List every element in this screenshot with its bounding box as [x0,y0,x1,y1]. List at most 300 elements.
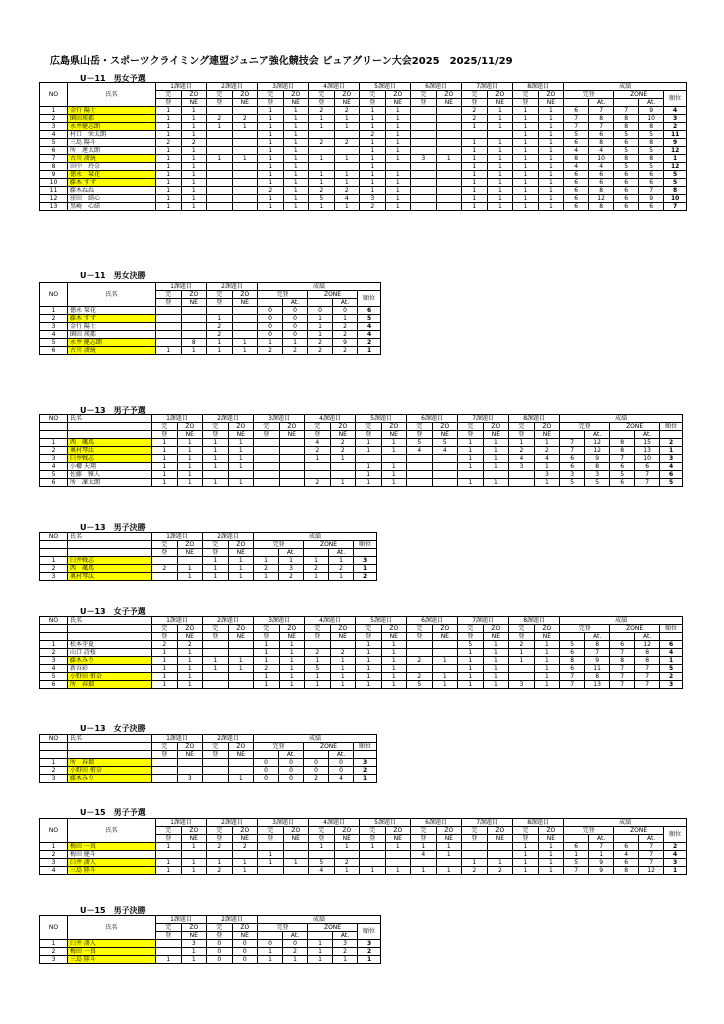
result-cell: 6 [614,843,639,851]
score-cell [203,681,229,689]
score-cell [207,195,233,203]
ne-header: NE [181,99,207,107]
result-cell: 9 [585,657,610,665]
score-cell: 1 [538,187,564,195]
zo-header: ZO [534,625,560,633]
score-cell: 2 [305,479,331,487]
score-cell: 1 [487,163,513,171]
at-header: At. [639,99,664,107]
kan-header: 完 [509,423,535,431]
zo-header: ZO [181,291,207,299]
score-cell: 1 [513,187,539,195]
ne-header: NE [385,835,411,843]
score-cell: 1 [283,147,309,155]
score-cell: 1 [513,851,539,859]
score-cell: 2 [334,187,360,195]
zo-header: ZO [538,91,564,99]
score-cell: 1 [458,455,484,463]
score-cell: 1 [483,657,509,665]
score-cell: 1 [181,123,207,131]
blank [354,549,377,557]
score-cell: 1 [207,339,233,347]
score-cell: 1 [334,179,360,187]
rank-cell: 5 [664,171,687,179]
result-cell: 1 [308,940,333,948]
result-cell: 7 [610,681,635,689]
no-header-blank [40,743,68,751]
kan-header: 完 [458,423,484,431]
score-cell: 1 [228,455,254,463]
result-cell: 6 [560,455,585,463]
score-cell: 2 [181,139,207,147]
ne-header: NE [232,835,258,843]
score-cell: 1 [513,147,539,155]
score-cell: 1 [360,139,386,147]
score-cell: 1 [381,665,407,673]
rank-cell: 2 [354,573,377,581]
rank-cell: 12 [664,163,687,171]
score-cell [232,139,258,147]
score-cell: 1 [283,139,309,147]
results-table [39,414,683,487]
athlete-number: 3 [40,123,68,131]
kan-header: 完 [152,743,178,751]
result-cell: 1 [329,557,354,565]
zo-header: ZO [177,541,203,549]
table-row [40,843,687,851]
score-cell: 1 [462,859,488,867]
header-row [40,916,381,924]
score-cell [152,767,178,775]
kan-header: 完 [360,91,386,99]
result-cell: 8 [635,657,660,665]
blank [354,751,377,759]
athlete-number: 2 [40,851,68,859]
ne-header: NE [538,835,564,843]
problem-header: 2課題目 [203,617,254,625]
results-table [39,616,683,689]
result-cell: 6 [614,179,639,187]
score-cell: 1 [487,139,513,147]
score-cell [309,163,335,171]
score-cell: 2 [462,867,488,875]
zone-header: ZONE [304,541,354,549]
score-cell [436,203,462,211]
score-cell [487,851,513,859]
result-cell: 1 [254,557,279,565]
result-cell: 0 [258,940,283,948]
result-cell: 0 [254,767,279,775]
score-cell [283,843,309,851]
score-cell: 2 [462,115,488,123]
score-cell: 1 [436,867,462,875]
name-header: 氏名 [68,916,156,940]
score-cell: 1 [228,573,254,581]
header-row [40,743,377,751]
score-cell [232,147,258,155]
to-header: 登 [156,835,182,843]
result-cell: 5 [639,163,664,171]
rank-cell: 4 [664,851,687,859]
score-cell: 1 [411,867,437,875]
score-cell: 1 [177,665,203,673]
score-cell: 1 [360,867,386,875]
at-header: At. [585,633,610,641]
result-cell: 7 [639,859,664,867]
score-cell: 1 [534,479,560,487]
result-cell: 5 [610,471,635,479]
score-cell [436,187,462,195]
result-header: 成績 [560,415,683,423]
score-cell [232,195,258,203]
name-header: 氏名 [68,617,152,625]
result-cell: 6 [610,463,635,471]
zo-header: ZO [177,743,203,751]
result-cell: 6 [639,179,664,187]
score-cell: 1 [203,573,229,581]
kanto-header: 完登 [254,541,304,549]
rank-header: 順位 [660,423,683,431]
athlete-name: 臼井戦志 [68,557,152,565]
score-cell: 1 [487,107,513,115]
problem-header: 8課題目 [513,819,564,827]
result-cell: 7 [610,649,635,657]
name-header-blank [68,633,152,641]
score-cell: 1 [487,195,513,203]
score-cell [381,455,407,463]
score-cell: 1 [436,851,462,859]
score-cell: 1 [356,681,382,689]
table-row [40,107,687,115]
table-row [40,940,381,948]
zo-header: ZO [228,743,254,751]
problem-header: 1課題目 [152,617,203,625]
athlete-number: 5 [40,471,68,479]
score-cell: 4 [305,439,331,447]
score-cell [232,107,258,115]
score-cell: 1 [487,147,513,155]
score-cell: 2 [534,447,560,455]
score-cell: 1 [177,479,203,487]
score-cell: 1 [483,649,509,657]
score-cell: 1 [283,163,309,171]
score-cell: 1 [232,339,258,347]
score-cell [181,307,207,315]
athlete-name: 梅田 健斗 [68,851,156,859]
score-cell [436,147,462,155]
score-cell: 1 [258,163,284,171]
result-cell: 12 [635,641,660,649]
no-header-blank [40,625,68,633]
score-cell: 1 [279,649,305,657]
result-header: 成績 [560,617,683,625]
result-cell: 0 [304,767,329,775]
problem-header: 6課題目 [407,415,458,423]
table-row [40,187,687,195]
result-cell: 5 [560,479,585,487]
score-cell: 1 [156,859,182,867]
result-cell: 3 [333,940,358,948]
result-cell: 0 [283,315,308,323]
rank-cell: 1 [664,155,687,163]
athlete-name: 西 颯馬 [68,439,152,447]
score-cell [177,557,203,565]
table-row [40,123,687,131]
result-cell: 4 [564,147,589,155]
ne-header: NE [334,99,360,107]
result-cell: 5 [585,479,610,487]
ne-header: NE [228,549,254,557]
zo-header: ZO [228,541,254,549]
athlete-number: 13 [40,203,68,211]
athlete-name: 小野田 侑奈 [68,767,152,775]
athlete-name: 園田瑛都 [68,115,156,123]
zo-header: ZO [177,423,203,431]
problem-header: 7課題目 [462,819,513,827]
table-row [40,171,687,179]
score-cell [207,139,233,147]
score-cell [156,331,182,339]
result-cell: 2 [304,565,329,573]
score-cell: 1 [538,155,564,163]
score-cell: 1 [534,439,560,447]
score-cell: 1 [181,187,207,195]
athlete-number: 2 [40,565,68,573]
score-cell: 1 [385,867,411,875]
athlete-number: 3 [40,323,68,331]
to-header: 登 [156,932,182,940]
header-row [40,533,377,541]
zo-header: ZO [177,625,203,633]
name-header: 氏名 [68,819,156,843]
athlete-name: 臼井戦志 [68,455,152,463]
athlete-name: 臼井 湊人 [68,940,156,948]
athlete-name: 三島 陸斗 [68,956,156,964]
at-header: At. [589,99,614,107]
result-cell: 7 [564,115,589,123]
score-cell [305,471,331,479]
zone-header: ZONE [610,625,660,633]
athlete-name: 古川 湊統 [68,155,156,163]
result-cell: 6 [560,665,585,673]
result-cell: 8 [585,673,610,681]
score-cell: 1 [152,447,178,455]
result-cell: 2 [308,347,333,355]
rank-cell: 11 [664,131,687,139]
zone-header: ZONE [304,743,354,751]
score-cell: 1 [254,673,280,681]
score-cell: 2 [509,447,535,455]
score-cell: 1 [385,843,411,851]
score-cell [207,171,233,179]
problem-header: 1課題目 [152,533,203,541]
table-row [40,867,687,875]
result-cell: 0 [279,759,304,767]
result-cell: 0 [329,767,354,775]
score-cell [385,851,411,859]
rank-cell: 1 [354,775,377,783]
score-cell: 1 [181,843,207,851]
score-cell: 2 [330,447,356,455]
ne-header: NE [228,431,254,439]
score-cell [232,315,258,323]
zone-header: ZONE [614,827,664,835]
result-cell: 2 [304,775,329,783]
score-cell: 1 [381,479,407,487]
score-cell: 1 [152,463,178,471]
score-cell: 1 [458,657,484,665]
score-cell: 0 [232,940,258,948]
result-cell: 1 [564,851,589,859]
score-cell: 4 [534,455,560,463]
score-cell: 1 [156,131,182,139]
score-cell [232,851,258,859]
header-row [40,431,683,439]
result-cell: 0 [333,307,358,315]
kan-header: 完 [156,924,182,932]
score-cell: 1 [181,867,207,875]
zo-header: ZO [228,625,254,633]
zo-header: ZO [487,91,513,99]
score-cell: 1 [203,447,229,455]
score-cell [334,163,360,171]
score-cell: 1 [283,187,309,195]
zo-header: ZO [487,827,513,835]
score-cell: 2 [305,447,331,455]
athlete-name: 三島 陽斗 [68,139,156,147]
result-cell: 6 [560,649,585,657]
rank-cell: 3 [660,455,683,463]
result-cell: 7 [610,455,635,463]
score-cell [254,463,280,471]
problem-header: 1課題目 [156,83,207,91]
results-table [39,532,377,581]
blank [564,835,589,843]
result-cell: 0 [279,775,304,783]
athlete-name: 藤木 すず [68,179,156,187]
kanto-header: 完登 [560,423,610,431]
athlete-name: 梅田 一真 [68,948,156,956]
problem-header: 1課題目 [156,819,207,827]
athlete-number: 4 [40,331,68,339]
score-cell [334,131,360,139]
score-cell: 2 [254,665,280,673]
zo-header: ZO [334,827,360,835]
result-cell: 7 [635,681,660,689]
result-header: 成績 [258,283,381,291]
score-cell: 1 [385,115,411,123]
score-cell: 1 [309,203,335,211]
score-cell [407,641,433,649]
score-cell: 8 [181,339,207,347]
ne-header: NE [181,835,207,843]
result-cell: 8 [614,123,639,131]
score-cell: 1 [385,155,411,163]
result-cell: 9 [585,455,610,463]
score-cell: 1 [181,956,207,964]
score-cell [152,573,178,581]
result-cell: 7 [560,673,585,681]
score-cell: 1 [334,115,360,123]
ne-header: NE [487,835,513,843]
score-cell: 4 [411,851,437,859]
score-cell: 1 [203,657,229,665]
rank-cell: 1 [664,867,687,875]
score-cell: 1 [381,673,407,681]
athlete-name: 黒崎 心結 [68,203,156,211]
result-cell: 1 [254,573,279,581]
score-cell: 1 [334,155,360,163]
score-cell: 1 [152,471,178,479]
score-cell: 1 [152,455,178,463]
result-cell: 4 [564,163,589,171]
result-cell: 0 [283,940,308,948]
table-row [40,179,687,187]
score-cell: 1 [283,155,309,163]
score-cell: 2 [207,843,233,851]
score-cell [509,479,535,487]
at-header: At. [589,835,614,843]
score-cell: 1 [156,956,182,964]
results-table [39,818,687,875]
problem-header: 3課題目 [258,819,309,827]
result-cell: 12 [585,447,610,455]
score-cell: 1 [181,147,207,155]
problem-header: 3課題目 [254,617,305,625]
header-row [40,633,683,641]
at-header: At. [333,932,358,940]
header-row [40,83,687,91]
score-cell [509,471,535,479]
ne-header: NE [432,431,458,439]
kan-header: 完 [152,625,178,633]
result-cell: 6 [589,179,614,187]
zo-header: ZO [483,625,509,633]
score-cell: 2 [232,843,258,851]
rank-cell: 5 [660,479,683,487]
ne-header: NE [232,99,258,107]
score-cell [432,665,458,673]
score-cell: 2 [407,673,433,681]
score-cell: 1 [513,115,539,123]
name-header-blank [68,431,152,439]
score-cell: 1 [156,843,182,851]
athlete-name: 永井健志朗 [68,123,156,131]
ne-header: NE [381,633,407,641]
no-header-blank [40,423,68,431]
table-row [40,347,381,355]
ne-header: NE [538,99,564,107]
table-row [40,565,377,573]
score-cell: 1 [513,843,539,851]
athlete-name: 小野田 侑奈 [68,673,152,681]
result-cell: 4 [329,775,354,783]
score-cell [432,471,458,479]
athlete-name: 所 凜太朗 [68,479,152,487]
result-cell: 6 [589,171,614,179]
to-header: 登 [360,99,386,107]
score-cell: 1 [181,203,207,211]
problem-header: 8課題目 [509,617,560,625]
score-cell: 2 [487,867,513,875]
zo-header: ZO [432,423,458,431]
score-cell: 1 [458,447,484,455]
rank-cell: 3 [354,759,377,767]
ne-header: NE [381,431,407,439]
score-cell [436,115,462,123]
problem-header: 1課題目 [152,735,203,743]
score-cell: 3 [509,681,535,689]
